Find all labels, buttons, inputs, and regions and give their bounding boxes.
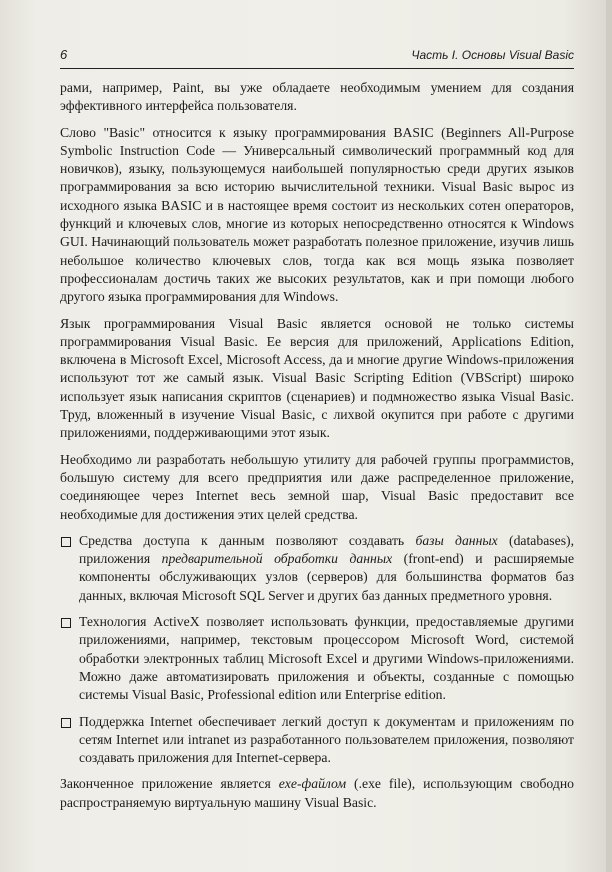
running-head: Часть I. Основы Visual Basic bbox=[411, 48, 574, 62]
list-item-text: Средства доступа к данным позволяют создавать bbox=[79, 532, 416, 548]
list-item-text: Технология ActiveX позволяет использовать функции, предоставляемые другими приложениями, например, текстовым процессором Microsoft Word, системой обработки электронных таблиц Microsoft Excel и другими Windows-приложениями. Можно даже автоматизировать приложения и объекты, созданные с помощью системы Visual Basic, Professional edition или Enterprise edition. bbox=[79, 614, 574, 703]
page-number: 6 bbox=[60, 47, 68, 62]
square-bullet-icon bbox=[61, 718, 71, 728]
list-item bbox=[60, 713, 574, 768]
page-body bbox=[60, 79, 574, 820]
term-databases: базы данных bbox=[415, 532, 498, 548]
square-bullet-icon bbox=[61, 618, 71, 628]
list-item bbox=[60, 613, 574, 704]
closing-text: (.exe file), использующим свободно распространяемую виртуальную машину Visual Basic. bbox=[60, 776, 574, 810]
list-item-text: (front-end) и расширяемые компоненты обслуживающих узлов (серверов) для большинства форматов баз данных, включая Microsoft SQL Server и других баз данных предметного уровня. bbox=[79, 551, 575, 603]
page-edge-shadow bbox=[606, 0, 612, 872]
term-front-end: предварительной обработки данных bbox=[161, 551, 393, 567]
paragraph-2: Слово "Basic" относится к языку программирования BASIC (Beginners All-Purpose Symbolic Instruction Code — Универсальный символический программный код для новичков), языку, пользующемуся наибольшей популярностью среди других языков программирования за всю историю вычислительной техники. Visual Basic вырос из исходного языка BASIC и в настоящее время состоит из нескольких сотен операторов, функций и ключевых слов, многие из которых непосредственно относятся к Windows GUI. Начинающий пользователь может разработать полезное приложение, изучив лишь небольшое количество ключевых слов, тогда как вся мощь языка позволяет профессионалам достичь таких же высоких результатов, как и при помощи любого другого языка программирования для Windows. bbox=[60, 124, 574, 305]
list-item-text: (databases), приложения bbox=[79, 532, 575, 567]
square-bullet-icon bbox=[61, 537, 71, 547]
paragraph-3: Язык программирования Visual Basic является основой не только системы программирования Visual Basic. Ее версия для приложений, Applications Edition, включена в Microsoft Excel, Microsoft Access, да и многие другие Windows-приложения используют тот же самый язык. Visual Basic Scripting Edition (VBScript) широко использует язык написания скриптов (сценариев) и подмножество языка Visual Basic. Труд, вложенный в изучение Visual Basic, с лихвой окупится при работе с другими приложениями, поддерживающими этот язык. bbox=[60, 315, 574, 441]
list-item-text: Поддержка Internet обеспечивает легкий доступ к документам и приложениям по сетям Internet или intranet из разработанного пользователем приложения, позволяют создавать приложения для Internet-сервера. bbox=[79, 713, 574, 766]
closing-paragraph bbox=[60, 775, 574, 812]
paragraph-4: Необходимо ли разработать небольшую утилиту для рабочей группы программистов, большую систему для всего предприятия или даже распределенное приложение, соединяющее через Internet весь земной шар, Visual Basic предоставит все необходимые для достижения этих целей средства. bbox=[60, 451, 574, 522]
term-exe-file: exe-файлом bbox=[278, 776, 347, 792]
paragraph-1: рами, например, Paint, вы уже обладаете необходимым умением для создания эффективного интерфейса пользователя. bbox=[60, 80, 574, 114]
list-item bbox=[60, 532, 574, 605]
closing-text: Законченное приложение является bbox=[60, 776, 279, 792]
page-header bbox=[60, 46, 574, 69]
feature-list bbox=[60, 532, 574, 768]
